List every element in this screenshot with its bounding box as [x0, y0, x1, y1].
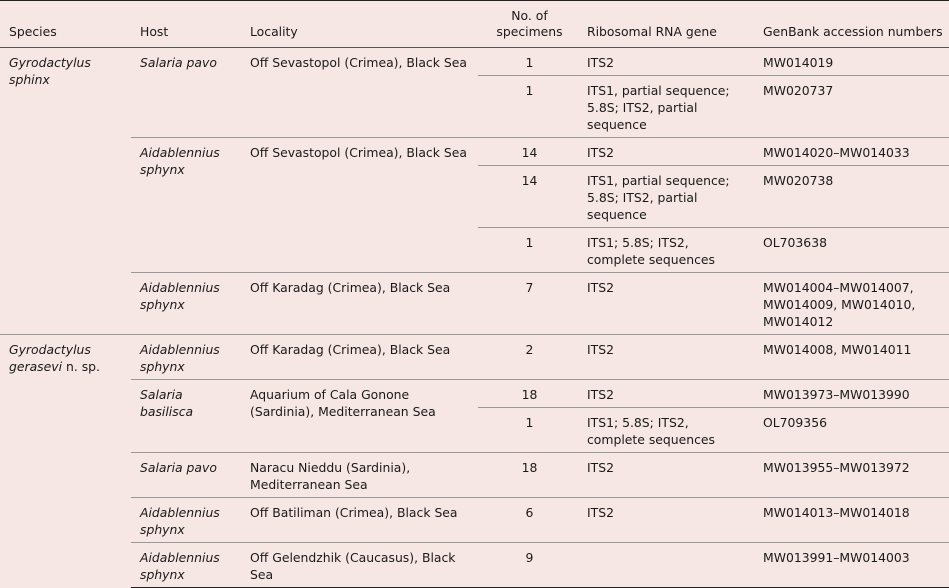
host-cell: Salaria basilisca	[131, 380, 241, 453]
specimens-cell: 7	[478, 273, 578, 335]
host-cell: Aidablennius sphynx	[131, 138, 241, 273]
accession-cell: MW013991–MW014003	[754, 543, 949, 588]
table-row	[0, 138, 949, 166]
gene-cell: ITS1; 5.8S; ITS2, complete sequences	[578, 228, 754, 273]
locality-cell: Off Karadag (Crimea), Black Sea	[241, 335, 478, 380]
table-row	[0, 273, 949, 335]
accession-cell: OL709356	[754, 408, 949, 453]
gene-cell: ITS2	[578, 335, 754, 380]
accession-cell: MW020737	[754, 76, 949, 138]
accession-cell: MW020738	[754, 166, 949, 228]
gene-cell: ITS1; 5.8S; ITS2, complete sequences	[578, 408, 754, 453]
specimens-cell: 14	[478, 138, 578, 166]
header-locality: Locality	[241, 1, 478, 48]
table-row	[0, 48, 949, 76]
specimens-cell: 14	[478, 166, 578, 228]
table-row	[0, 380, 949, 408]
specimens-cell: 18	[478, 453, 578, 498]
gene-cell: ITS2	[587, 55, 614, 70]
accession-cell: OL703638	[754, 228, 949, 273]
accession-cell: MW014004–MW014007, MW014009, MW014010, MW014012	[754, 273, 949, 335]
gene-cell: ITS1, partial sequence; 5.8S; ITS2, partial sequence	[578, 76, 754, 138]
accession-cell: MW014013–MW014018	[754, 498, 949, 543]
gene-cell: ITS2	[578, 498, 754, 543]
header-gene: Ribosomal RNA gene	[578, 1, 754, 48]
table-row	[0, 453, 949, 498]
header-specimens: No. of specimens	[478, 1, 578, 48]
locality-cell: Off Sevastopol (Crimea), Black Sea	[250, 55, 467, 70]
accession-cell: MW014020–MW014033	[754, 138, 949, 166]
header-genbank: GenBank accession numbers	[754, 1, 949, 48]
locality-cell: Aquarium of Cala Gonone (Sardinia), Mediterranean Sea	[241, 380, 478, 453]
header-species: Species	[0, 1, 131, 48]
specimens-cell: 1	[478, 76, 578, 138]
host-cell: Aidablennius sphynx	[131, 335, 241, 380]
gene-cell: ITS2	[578, 453, 754, 498]
gene-cell: ITS2	[578, 138, 754, 166]
host-cell: Aidablennius sphynx	[131, 273, 241, 335]
table-row	[0, 498, 949, 543]
specimens-cell: 2	[478, 335, 578, 380]
gene-cell: ITS1, partial sequence; 5.8S; ITS2, partial sequence	[578, 166, 754, 228]
gene-cell: ITS2	[578, 273, 754, 335]
host-cell: Aidablennius sphynx	[131, 543, 241, 588]
table-row	[0, 335, 949, 380]
host-cell: Salaria pavo	[140, 55, 217, 70]
species-cell: Gyrodactylus gerasevi n. sp.	[0, 335, 131, 588]
locality-cell: Off Batiliman (Crimea), Black Sea	[241, 498, 478, 543]
header-host: Host	[131, 1, 241, 48]
host-cell: Aidablennius sphynx	[131, 498, 241, 543]
accession-cell: MW014008, MW014011	[754, 335, 949, 380]
locality-cell: Naracu Nieddu (Sardinia), Mediterranean Sea	[241, 453, 478, 498]
locality-cell: Off Sevastopol (Crimea), Black Sea	[241, 138, 478, 273]
specimens-cell: 1	[478, 228, 578, 273]
species-cell: Gyrodactylus sphinx	[9, 55, 91, 87]
accession-cell: MW013973–MW013990	[754, 380, 949, 408]
locality-cell: Off Karadag (Crimea), Black Sea	[241, 273, 478, 335]
specimens-cell: 18	[478, 380, 578, 408]
host-cell: Salaria pavo	[131, 453, 241, 498]
specimens-cell: 1	[525, 55, 534, 70]
accession-cell: MW014019	[763, 55, 834, 70]
specimens-cell: 1	[478, 408, 578, 453]
locality-cell: Off Gelendzhik (Caucasus), Black Sea	[241, 543, 478, 588]
specimens-cell: 9	[478, 543, 578, 588]
specimens-cell: 6	[478, 498, 578, 543]
gene-cell: ITS2	[578, 380, 754, 408]
header-row	[0, 1, 949, 48]
accession-cell: MW013955–MW013972	[754, 453, 949, 498]
